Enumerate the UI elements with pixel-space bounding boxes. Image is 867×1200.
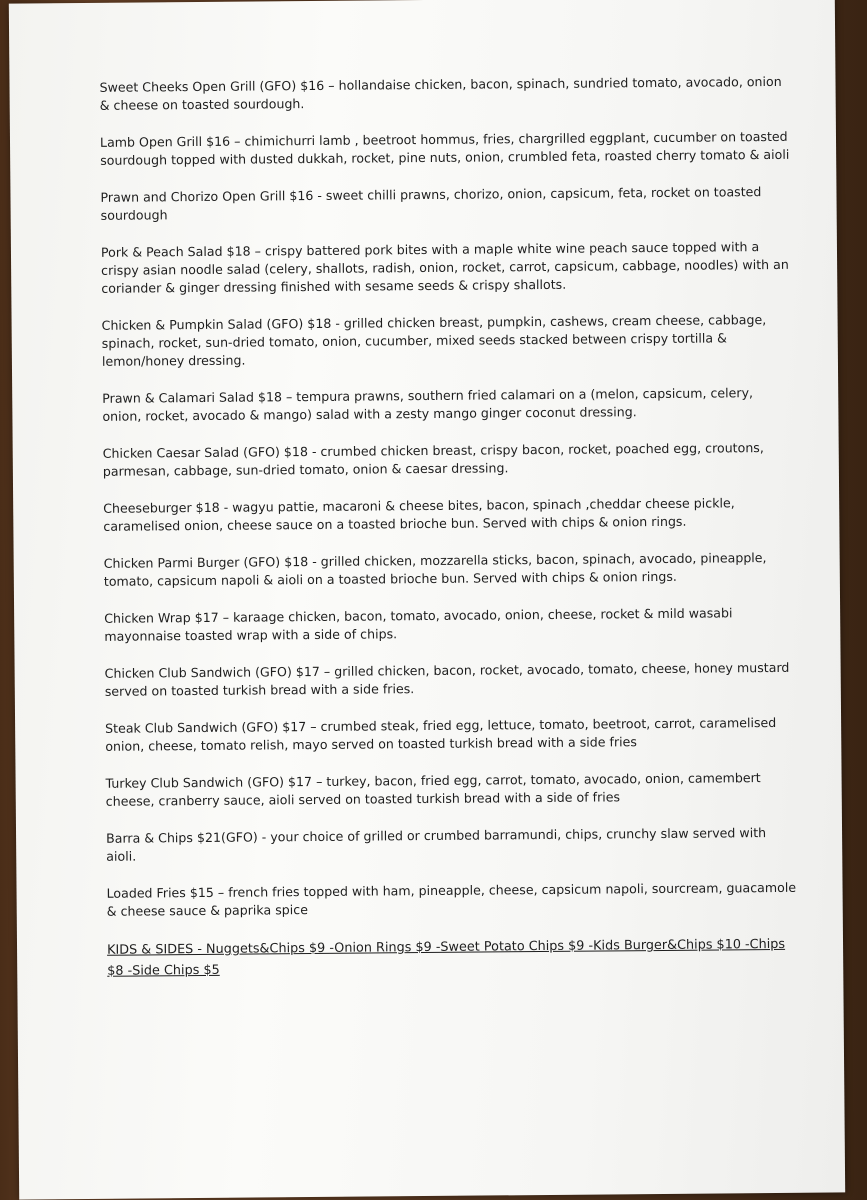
menu-item-chicken-wrap: Chicken Wrap $17 – karaage chicken, bacon, tomato, avocado, onion, cheese, rocket & mild wasabi mayonnaise toasted wrap with a side of chips.: [104, 605, 733, 644]
menu-item-lamb-open-grill: Lamb Open Grill $16 – chimichurri lamb , beetroot hommus, fries, chargrilled eggplant, cucumber on toasted sourdough topped with dusted dukkah, rocket, pine nuts, onion, crumbled feta, roasted cherry tomato & aioli: [99, 128, 790, 168]
menu-list: [99, 73, 797, 982]
menu-item-chicken-club-sandwich: Chicken Club Sandwich (GFO) $17 – grilled chicken, bacon, rocket, avocado, tomato, cheese, honey mustard served on toasted turkish bread with a side fries.: [104, 659, 790, 699]
menu-item-barra-chips: Barra & Chips $21(GFO) - your choice of grilled or crumbed barramundi, chips, crunchy slaw served with aioli.: [106, 825, 767, 864]
menu-item-prawn-chorizo: Prawn and Chorizo Open Grill $16 - sweet chilli prawns, chorizo, onion, capsicum, feta, rocket on toasted sourdough: [100, 184, 762, 223]
menu-item-chicken-parmi-burger: Chicken Parmi Burger (GFO) $18 - grilled chicken, mozzarella sticks, bacon, spinach, avocado, pineapple, tomato, capsicum napoli & aioli on a toasted brioche bun. Served with chips & onion rings.: [103, 550, 767, 589]
menu-item-pork-peach-salad: Pork & Peach Salad $18 – crispy battered pork bites with a maple white wine peach sauce topped with a crispy asian noodle salad (celery, shallots, radish, onion, rocket, carrot, capsicum, cabbage, noodles) with an coriander & ginger dressing finished with sesame seeds & crispy shallots.: [100, 239, 789, 296]
menu-item-chicken-caesar-salad: Chicken Caesar Salad (GFO) $18 - crumbed chicken breast, crispy bacon, rocket, poached egg, croutons, parmesan, cabbage, sun-dried tomato, onion & caesar dressing.: [102, 440, 764, 479]
menu-item-turkey-club-sandwich: Turkey Club Sandwich (GFO) $17 – turkey, bacon, fried egg, carrot, tomato, avocado, onion, camembert cheese, cranberry sauce, aioli served on toasted turkish bread with a side of fries: [105, 770, 761, 809]
menu-item-cheeseburger: Cheeseburger $18 - wagyu pattie, macaroni & cheese bites, bacon, spinach ,cheddar cheese pickle, caramelised onion, cheese sauce on a toasted brioche bun. Served with chips & onion rings.: [103, 495, 735, 534]
menu-item-sweet-cheeks: Sweet Cheeks Open Grill (GFO) $16 – hollandaise chicken, bacon, spinach, sundried tomato, avocado, onion & cheese on toasted sourdough.: [99, 73, 782, 113]
kids-and-sides: KIDS & SIDES - Nuggets&Chips $9 -Onion Rings $9 -Sweet Potato Chips $9 -Kids Burger&Chips $10 -Chips $8 -Side Chips $5: [106, 936, 786, 979]
menu-item-chicken-pumpkin-salad: Chicken & Pumpkin Salad (GFO) $18 - grilled chicken breast, pumpkin, cashews, cream cheese, cabbage, spinach, rocket, sun-dried tomato, onion, cucumber, mixed seeds stacked between crispy tortilla & lemon/honey dressing.: [101, 312, 767, 369]
menu-item-prawn-calamari-salad: Prawn & Calamari Salad $18 – tempura prawns, southern fried calamari on a (melon, capsicum, celery, onion, rocket, avocado & mango) salad with a zesty mango ginger coconut dressing.: [102, 385, 754, 424]
menu-item-steak-club-sandwich: Steak Club Sandwich (GFO) $17 – crumbed steak, fried egg, lettuce, tomato, beetroot, carrot, caramelised onion, cheese, tomato relish, mayo served on toasted turkish bread with a side fries: [105, 714, 777, 754]
menu-item-loaded-fries: Loaded Fries $15 – french fries topped with ham, pineapple, cheese, capsicum napoli, sourcream, guacamole & cheese sauce & paprika spice: [106, 879, 797, 919]
menu-sheet: [9, 0, 845, 1200]
